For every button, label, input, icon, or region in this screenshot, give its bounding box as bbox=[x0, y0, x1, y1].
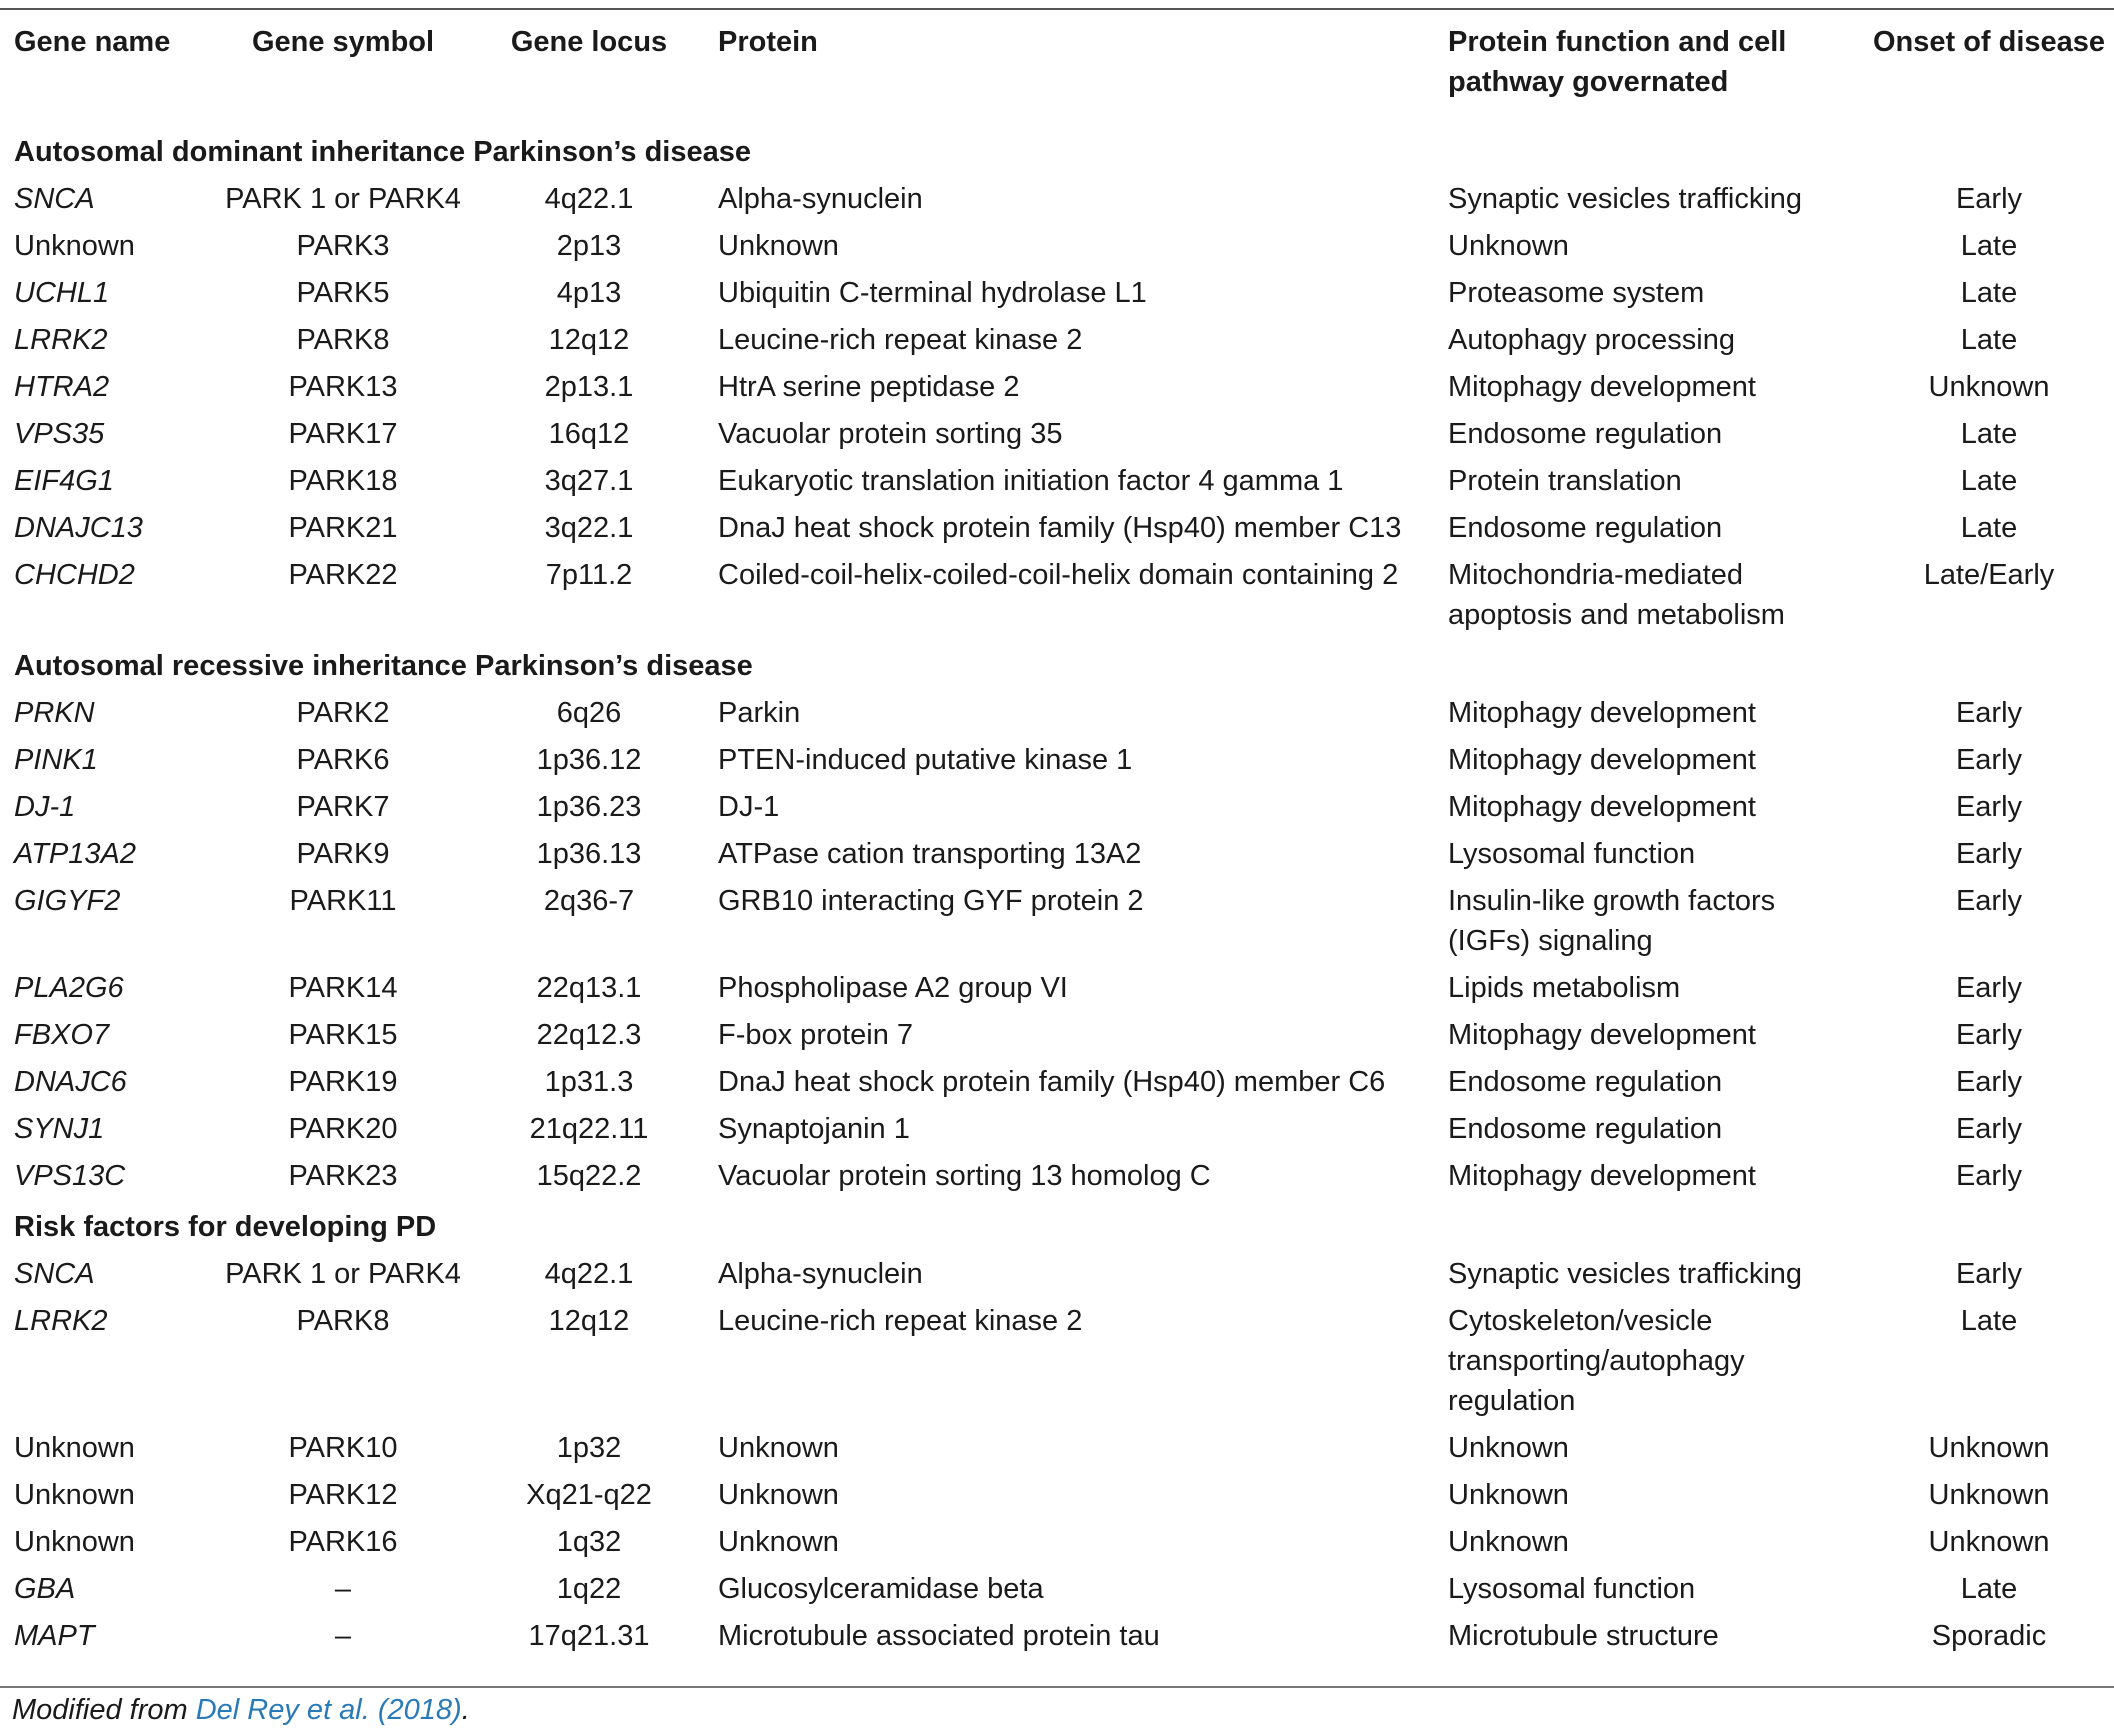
footnote-citation-link[interactable]: Del Rey et al. (2018) bbox=[195, 1694, 462, 1726]
cell-onset: Late/Early bbox=[1923, 559, 2055, 591]
cell-protein: Leucine-rich repeat kinase 2 bbox=[718, 324, 1083, 356]
section-header-row bbox=[0, 638, 2114, 689]
cell-protein-function: Unknown bbox=[1448, 1432, 1569, 1464]
cell-onset: Late bbox=[1960, 418, 2018, 450]
cell-protein-function: Autophagy processing bbox=[1448, 324, 1735, 356]
cell-gene-symbol: PARK13 bbox=[288, 371, 398, 403]
cell-gene-symbol: PARK12 bbox=[288, 1479, 398, 1511]
cell-gene-locus: 22q12.3 bbox=[536, 1019, 642, 1051]
cell-gene-name: GBA bbox=[14, 1573, 76, 1605]
header-protein-function bbox=[1434, 8, 1864, 124]
cell-gene-name: DNAJC6 bbox=[14, 1066, 127, 1098]
cell-protein-function: Cytoskeleton/vesicle transporting/autophagy regulation bbox=[1448, 1305, 1745, 1417]
cell-protein-function: Mitochondria-mediated apoptosis and metabolism bbox=[1448, 559, 1785, 631]
cell-protein-function: Mitophagy development bbox=[1448, 744, 1756, 776]
cell-protein-function: Synaptic vesicles trafficking bbox=[1448, 1258, 1803, 1290]
cell-protein: DJ-1 bbox=[718, 791, 780, 823]
table-row bbox=[0, 1471, 2114, 1518]
cell-protein: PTEN-induced putative kinase 1 bbox=[718, 744, 1133, 776]
cell-protein: ATPase cation transporting 13A2 bbox=[718, 838, 1142, 870]
cell-gene-name: Unknown bbox=[14, 1432, 135, 1464]
cell-gene-symbol: PARK2 bbox=[296, 697, 390, 729]
table-row bbox=[0, 1250, 2114, 1297]
cell-gene-symbol: PARK7 bbox=[296, 791, 390, 823]
header-function-line2: pathway governated bbox=[1448, 66, 1729, 98]
cell-gene-symbol: PARK18 bbox=[288, 465, 398, 497]
cell-protein: Coiled-coil-helix-coiled-coil-helix domain containing 2 bbox=[718, 559, 1399, 591]
cell-gene-symbol: PARK23 bbox=[288, 1160, 398, 1192]
table-row bbox=[0, 222, 2114, 269]
cell-gene-locus: 1p36.12 bbox=[536, 744, 642, 776]
cell-gene-symbol: PARK21 bbox=[288, 512, 398, 544]
table-row bbox=[0, 1105, 2114, 1152]
cell-gene-name: DNAJC13 bbox=[14, 512, 143, 544]
cell-protein-function: Endosome regulation bbox=[1448, 418, 1723, 450]
section-title: Autosomal recessive inheritance Parkinson’s disease bbox=[14, 650, 753, 682]
cell-gene-name: PINK1 bbox=[14, 744, 98, 776]
cell-protein: Glucosylceramidase beta bbox=[718, 1573, 1044, 1605]
cell-onset: Early bbox=[1955, 744, 2023, 776]
table-row bbox=[0, 736, 2114, 783]
cell-onset: Late bbox=[1960, 465, 2018, 497]
table-row bbox=[0, 1518, 2114, 1565]
cell-onset: Early bbox=[1955, 791, 2023, 823]
cell-protein-function: Endosome regulation bbox=[1448, 1066, 1723, 1098]
cell-gene-name: VPS13C bbox=[14, 1160, 126, 1192]
cell-gene-locus: 15q22.2 bbox=[536, 1160, 642, 1192]
cell-gene-name: Unknown bbox=[14, 1526, 135, 1558]
table-row bbox=[0, 1058, 2114, 1105]
cell-protein-function: Mitophagy development bbox=[1448, 1160, 1756, 1192]
cell-protein-function: Microtubule structure bbox=[1448, 1620, 1719, 1652]
cell-onset: Late bbox=[1960, 230, 2018, 262]
cell-protein-function: Mitophagy development bbox=[1448, 791, 1756, 823]
cell-gene-locus: 7p11.2 bbox=[545, 559, 633, 591]
cell-gene-name: LRRK2 bbox=[14, 324, 108, 356]
cell-onset: Late bbox=[1960, 277, 2018, 309]
table-row bbox=[0, 457, 2114, 504]
cell-gene-symbol: PARK8 bbox=[296, 324, 390, 356]
cell-protein-function: Endosome regulation bbox=[1448, 512, 1723, 544]
table-row bbox=[0, 1612, 2114, 1659]
cell-gene-symbol: PARK3 bbox=[296, 230, 390, 262]
cell-protein: Unknown bbox=[718, 1526, 839, 1558]
cell-protein: Unknown bbox=[718, 230, 839, 262]
cell-onset: Early bbox=[1955, 1160, 2023, 1192]
table-row bbox=[0, 410, 2114, 457]
cell-onset: Early bbox=[1955, 183, 2023, 215]
cell-gene-name: PRKN bbox=[14, 697, 95, 729]
table-row bbox=[0, 551, 2114, 638]
cell-gene-symbol: PARK 1 or PARK4 bbox=[225, 1258, 461, 1290]
footnote-prefix: Modified from bbox=[12, 1694, 196, 1726]
table-row bbox=[0, 877, 2114, 964]
footnote bbox=[12, 1690, 470, 1730]
cell-protein: Ubiquitin C-terminal hydrolase L1 bbox=[718, 277, 1147, 309]
table-row bbox=[0, 830, 2114, 877]
table-row bbox=[0, 1011, 2114, 1058]
cell-protein-function: Mitophagy development bbox=[1448, 371, 1756, 403]
cell-onset: Late bbox=[1960, 324, 2018, 356]
cell-protein: DnaJ heat shock protein family (Hsp40) member C6 bbox=[718, 1066, 1386, 1098]
header-row bbox=[0, 8, 2114, 124]
cell-onset: Early bbox=[1955, 1019, 2023, 1051]
section-title: Autosomal dominant inheritance Parkinson’s disease bbox=[14, 136, 752, 168]
section-header-row bbox=[0, 1199, 2114, 1250]
cell-gene-locus: 1q22 bbox=[556, 1573, 622, 1605]
table-row bbox=[0, 1297, 2114, 1424]
cell-protein-function: Mitophagy development bbox=[1448, 697, 1756, 729]
header-protein: Protein bbox=[718, 26, 818, 58]
cell-gene-locus: 2q36-7 bbox=[543, 885, 635, 917]
section-title: Risk factors for developing PD bbox=[14, 1211, 437, 1243]
table-row bbox=[0, 316, 2114, 363]
table-row bbox=[0, 783, 2114, 830]
header-gene-locus: Gene locus bbox=[510, 26, 668, 58]
cell-onset: Unknown bbox=[1928, 1432, 2050, 1464]
cell-protein: Eukaryotic translation initiation factor 4 gamma 1 bbox=[718, 465, 1344, 497]
cell-gene-name: VPS35 bbox=[14, 418, 105, 450]
cell-gene-name: Unknown bbox=[14, 1479, 135, 1511]
cell-protein-function: Unknown bbox=[1448, 1526, 1569, 1558]
cell-gene-locus: 16q12 bbox=[548, 418, 630, 450]
bottom-rule bbox=[0, 1686, 2114, 1688]
cell-gene-locus: 22q13.1 bbox=[536, 972, 642, 1004]
cell-protein-function: Synaptic vesicles trafficking bbox=[1448, 183, 1803, 215]
footnote-suffix: . bbox=[461, 1694, 470, 1726]
cell-protein-function: Proteasome system bbox=[1448, 277, 1705, 309]
cell-protein-function: Endosome regulation bbox=[1448, 1113, 1723, 1145]
cell-gene-name: Unknown bbox=[14, 230, 135, 262]
cell-gene-name: CHCHD2 bbox=[14, 559, 135, 591]
cell-gene-name: MAPT bbox=[14, 1620, 95, 1652]
cell-protein: Unknown bbox=[718, 1479, 839, 1511]
cell-gene-symbol: PARK8 bbox=[296, 1305, 390, 1337]
table-row bbox=[0, 504, 2114, 551]
cell-gene-locus: 2p13.1 bbox=[544, 371, 634, 403]
cell-gene-symbol: PARK16 bbox=[288, 1526, 398, 1558]
cell-protein: Microtubule associated protein tau bbox=[718, 1620, 1160, 1652]
cell-onset: Unknown bbox=[1928, 1479, 2050, 1511]
cell-gene-name: DJ-1 bbox=[14, 791, 76, 823]
cell-gene-symbol: PARK19 bbox=[288, 1066, 398, 1098]
cell-protein: Synaptojanin 1 bbox=[718, 1113, 910, 1145]
cell-gene-symbol: PARK20 bbox=[288, 1113, 398, 1145]
cell-gene-locus: Xq21-q22 bbox=[526, 1479, 652, 1511]
table-row bbox=[0, 1424, 2114, 1471]
cell-gene-name: SNCA bbox=[14, 1258, 95, 1290]
section-header-row bbox=[0, 124, 2114, 175]
cell-gene-name: SYNJ1 bbox=[14, 1113, 105, 1145]
table-row bbox=[0, 1565, 2114, 1612]
cell-gene-symbol: PARK17 bbox=[288, 418, 398, 450]
cell-protein-function: Insulin-like growth factors (IGFs) signaling bbox=[1448, 885, 1776, 957]
table-row bbox=[0, 964, 2114, 1011]
cell-protein: GRB10 interacting GYF protein 2 bbox=[718, 885, 1144, 917]
cell-protein: Unknown bbox=[718, 1432, 839, 1464]
cell-onset: Early bbox=[1955, 1113, 2023, 1145]
cell-gene-locus: 1p32 bbox=[556, 1432, 622, 1464]
cell-gene-locus: 3q27.1 bbox=[544, 465, 634, 497]
cell-gene-locus: 1p31.3 bbox=[544, 1066, 634, 1098]
cell-gene-locus: 1p36.13 bbox=[536, 838, 642, 870]
cell-gene-locus: 2p13 bbox=[556, 230, 622, 262]
cell-gene-symbol: PARK15 bbox=[288, 1019, 398, 1051]
cell-protein: Parkin bbox=[718, 697, 801, 729]
cell-gene-name: EIF4G1 bbox=[14, 465, 114, 497]
cell-gene-locus: 12q12 bbox=[548, 324, 630, 356]
cell-onset: Late bbox=[1960, 1573, 2018, 1605]
cell-gene-locus: 1p36.23 bbox=[536, 791, 642, 823]
cell-gene-name: GIGYF2 bbox=[14, 885, 121, 917]
cell-onset: Early bbox=[1955, 1258, 2023, 1290]
cell-gene-locus: 6q26 bbox=[556, 697, 622, 729]
cell-protein-function: Unknown bbox=[1448, 1479, 1569, 1511]
cell-gene-name: UCHL1 bbox=[14, 277, 110, 309]
table-row bbox=[0, 363, 2114, 410]
cell-gene-symbol: PARK11 bbox=[289, 885, 397, 917]
cell-gene-symbol: PARK22 bbox=[288, 559, 398, 591]
header-onset: Onset of disease bbox=[1872, 26, 2106, 58]
cell-gene-symbol: PARK6 bbox=[296, 744, 390, 776]
table-row bbox=[0, 175, 2114, 222]
cell-onset: Early bbox=[1955, 838, 2023, 870]
header-gene-symbol: Gene symbol bbox=[251, 26, 435, 58]
cell-onset: Early bbox=[1955, 885, 2023, 917]
table-row bbox=[0, 269, 2114, 316]
cell-gene-locus: 1q32 bbox=[556, 1526, 622, 1558]
cell-gene-locus: 4q22.1 bbox=[544, 1258, 634, 1290]
cell-protein: HtrA serine peptidase 2 bbox=[718, 371, 1020, 403]
table-body bbox=[0, 124, 2114, 1659]
cell-gene-symbol: PARK14 bbox=[288, 972, 398, 1004]
cell-gene-name: HTRA2 bbox=[14, 371, 110, 403]
cell-gene-symbol: PARK5 bbox=[296, 277, 390, 309]
cell-protein: Alpha-synuclein bbox=[718, 1258, 923, 1290]
cell-protein-function: Lysosomal function bbox=[1448, 838, 1696, 870]
cell-gene-name: LRRK2 bbox=[14, 1305, 108, 1337]
cell-gene-locus: 17q21.31 bbox=[528, 1620, 650, 1652]
cell-gene-symbol: PARK 1 or PARK4 bbox=[225, 183, 461, 215]
cell-gene-locus: 4q22.1 bbox=[544, 183, 634, 215]
cell-gene-name: FBXO7 bbox=[14, 1019, 110, 1051]
cell-protein: Leucine-rich repeat kinase 2 bbox=[718, 1305, 1083, 1337]
cell-gene-symbol: – bbox=[334, 1573, 352, 1605]
table-row bbox=[0, 1152, 2114, 1199]
cell-protein-function: Unknown bbox=[1448, 230, 1569, 262]
cell-protein-function: Lipids metabolism bbox=[1448, 972, 1681, 1004]
cell-onset: Sporadic bbox=[1931, 1620, 2047, 1652]
cell-onset: Unknown bbox=[1928, 1526, 2050, 1558]
cell-gene-name: ATP13A2 bbox=[14, 838, 136, 870]
cell-protein: Vacuolar protein sorting 35 bbox=[718, 418, 1063, 450]
table-row bbox=[0, 689, 2114, 736]
cell-onset: Late bbox=[1960, 1305, 2018, 1337]
cell-gene-symbol: – bbox=[334, 1620, 352, 1652]
cell-gene-locus: 12q12 bbox=[548, 1305, 630, 1337]
cell-gene-symbol: PARK10 bbox=[288, 1432, 398, 1464]
header-gene-name: Gene name bbox=[14, 26, 171, 58]
cell-onset: Early bbox=[1955, 697, 2023, 729]
cell-gene-name: PLA2G6 bbox=[14, 972, 124, 1004]
cell-protein: DnaJ heat shock protein family (Hsp40) member C13 bbox=[718, 512, 1402, 544]
cell-onset: Unknown bbox=[1928, 371, 2050, 403]
cell-protein-function: Protein translation bbox=[1448, 465, 1682, 497]
cell-protein-function: Lysosomal function bbox=[1448, 1573, 1696, 1605]
cell-protein: Phospholipase A2 group VI bbox=[718, 972, 1068, 1004]
cell-onset: Early bbox=[1955, 1066, 2023, 1098]
cell-onset: Late bbox=[1960, 512, 2018, 544]
cell-protein: Vacuolar protein sorting 13 homolog C bbox=[718, 1160, 1211, 1192]
cell-protein-function: Mitophagy development bbox=[1448, 1019, 1756, 1051]
cell-gene-name: SNCA bbox=[14, 183, 95, 215]
cell-gene-locus: 3q22.1 bbox=[544, 512, 634, 544]
genes-table bbox=[0, 8, 2114, 1659]
cell-onset: Early bbox=[1955, 972, 2023, 1004]
cell-gene-locus: 4p13 bbox=[556, 277, 622, 309]
cell-gene-locus: 21q22.11 bbox=[529, 1113, 649, 1145]
cell-gene-symbol: PARK9 bbox=[296, 838, 390, 870]
cell-protein: F-box protein 7 bbox=[718, 1019, 914, 1051]
cell-protein: Alpha-synuclein bbox=[718, 183, 923, 215]
header-function-line1: Protein function and cell bbox=[1448, 26, 1787, 58]
